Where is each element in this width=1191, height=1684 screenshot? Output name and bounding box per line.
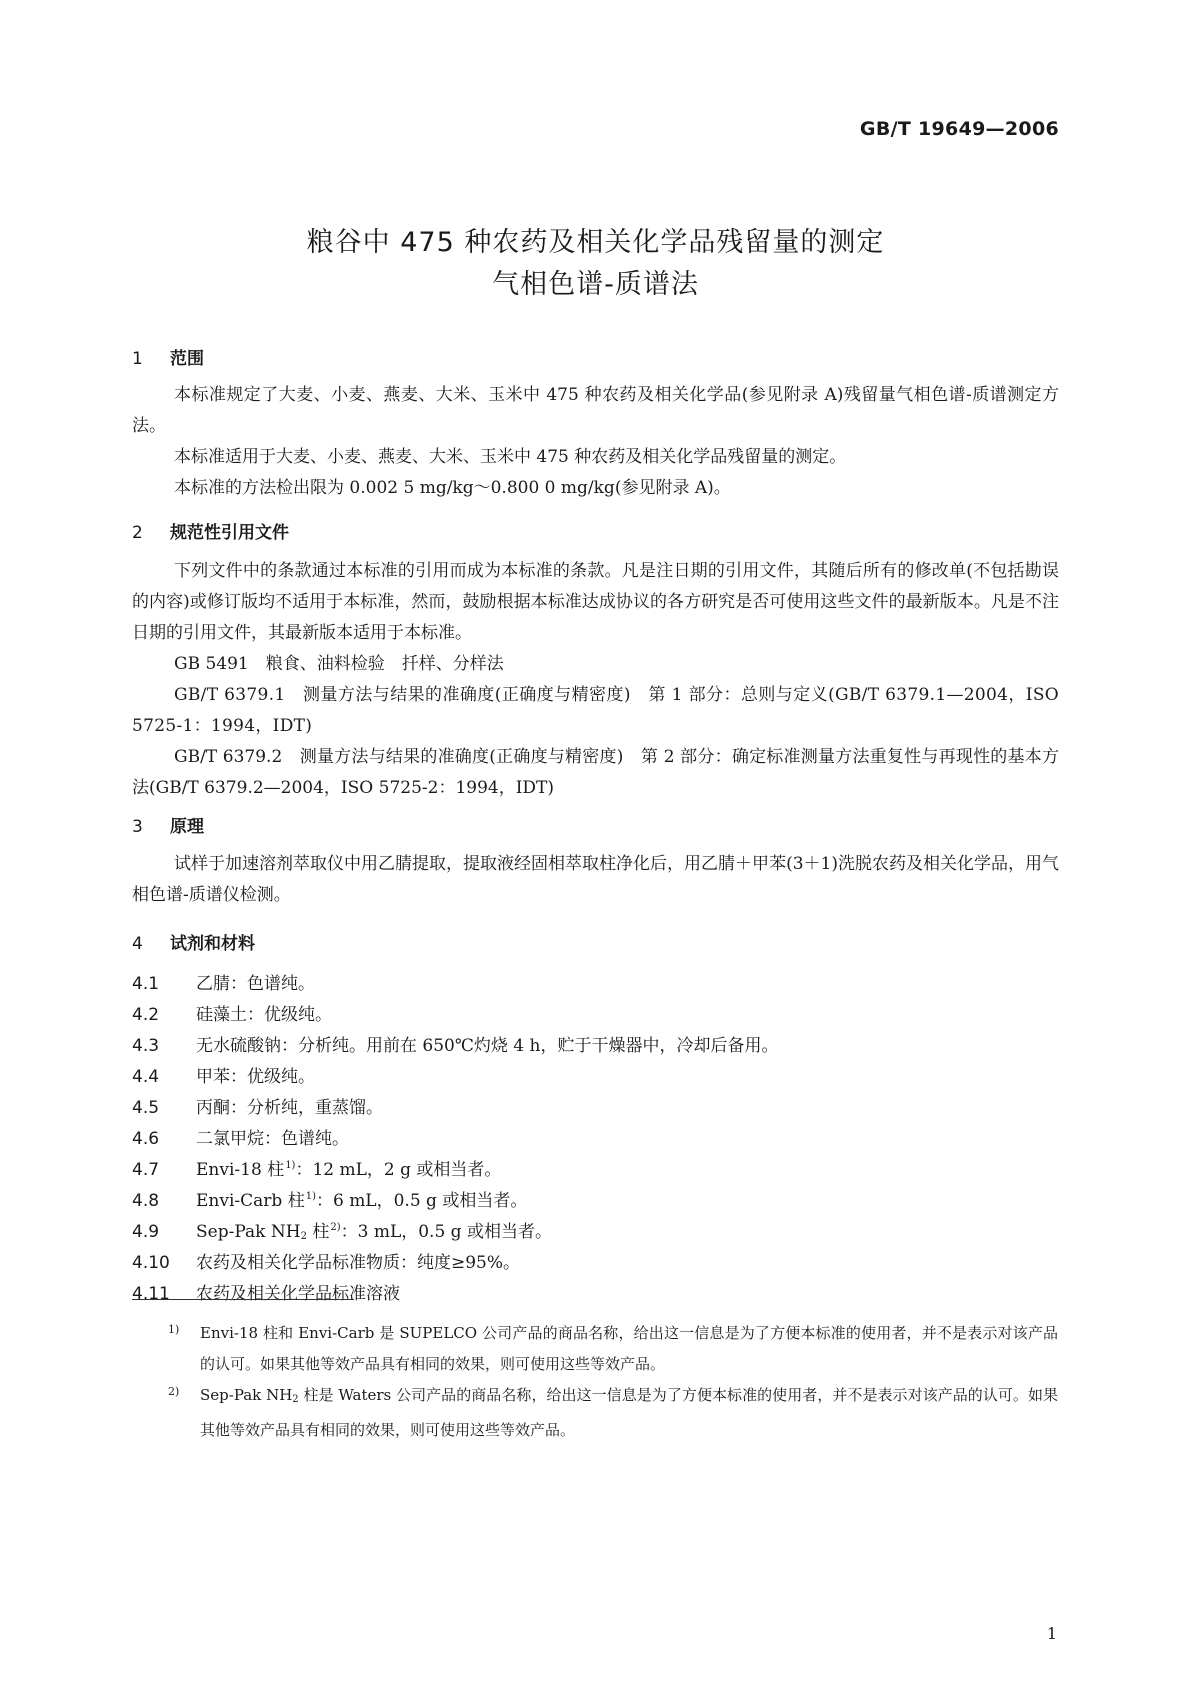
reference-gbt6379-1: GB/T 6379.1 测量方法与结果的准确度(正确度与精密度) 第 1 部分：总则与定义(GB/T 6379.1—2004，ISO 5725-1：1994，IDT) xyxy=(132,685,1059,736)
item-text: 农药及相关化学品标准物质：纯度≥95%。 xyxy=(196,1253,521,1273)
list-item xyxy=(132,1031,778,1056)
standard-code: GB/T 19649—2006 xyxy=(859,118,1059,140)
section-number: 3 xyxy=(132,817,143,837)
item-number: 4.9 xyxy=(132,1222,160,1242)
item-number: 4.2 xyxy=(132,1005,160,1025)
section-number: 4 xyxy=(132,934,143,954)
item-number: 4.3 xyxy=(132,1036,160,1056)
item-number: 4.10 xyxy=(132,1253,170,1273)
section-title: 原理 xyxy=(170,817,204,837)
subscript: 2 xyxy=(292,1394,299,1405)
footnote-mark: 1) xyxy=(168,1323,180,1336)
footnote-text-pre: Sep-Pak NH xyxy=(200,1386,293,1404)
item-number: 4.1 xyxy=(132,974,160,994)
principle-paragraph: 试样于加速溶剂萃取仪中用乙腈提取，提取液经固相萃取柱净化后，用乙腈＋甲苯(3＋1)洗脱农药及相关化学品，用气相色谱-质谱仪检测。 xyxy=(132,854,1059,905)
title-line-1: 粮谷中 475 种农药及相关化学品残留量的测定 xyxy=(306,227,885,258)
footnote-divider xyxy=(132,1299,354,1300)
scope-paragraph-3: 本标准的方法检出限为 0.002 5 mg/kg～0.800 0 mg/kg(参见附录 A)。 xyxy=(174,478,731,498)
list-item xyxy=(132,1155,501,1180)
item-text: 丙酮：分析纯，重蒸馏。 xyxy=(196,1098,383,1118)
section-number: 1 xyxy=(132,349,143,369)
footnote-1 xyxy=(168,1318,1058,1380)
item-text: 无水硫酸钠：分析纯。用前在 650℃灼烧 4 h，贮于干燥器中，冷却后备用。 xyxy=(196,1036,779,1056)
item-number: 4.11 xyxy=(132,1284,170,1304)
item-text: 农药及相关化学品标准溶液 xyxy=(196,1284,400,1304)
list-item xyxy=(132,1062,315,1087)
item-text: 乙腈：色谱纯。 xyxy=(196,974,315,994)
reference-gb5491: GB 5491 粮食、油料检验 扦样、分样法 xyxy=(174,654,504,674)
item-text-post: ：12 mL，2 g 或相当者。 xyxy=(295,1160,502,1180)
title-line-2: 气相色谱-质谱法 xyxy=(492,269,699,300)
footnote-text xyxy=(200,1380,1058,1446)
list-item xyxy=(132,1124,349,1149)
section-number: 2 xyxy=(132,523,143,543)
list-item xyxy=(132,1279,400,1304)
section-1-heading xyxy=(132,344,204,369)
list-item xyxy=(132,969,315,994)
references-intro: 下列文件中的条款通过本标准的引用而成为本标准的条款。凡是注日期的引用文件，其随后所有的修改单(不包括勘误的内容)或修订版均不适用于本标准，然而，鼓励根据本标准达成协议的各方研究是否可使用这些文件的最新版本。凡是不注日期的引用文件，其最新版本适用于本标准。 xyxy=(132,561,1059,643)
item-text: 硅藻土：优级纯。 xyxy=(196,1005,332,1025)
item-number: 4.6 xyxy=(132,1129,160,1149)
item-text-post: ：3 mL，0.5 g 或相当者。 xyxy=(340,1222,552,1242)
footnote-text-rest: 柱是 Waters 公司产品的商品名称，给出这一信息是为了方便本标准的使用者，并不是表示对该产品的认可。如果其他等效产品具有相同的效果，则可使用这些等效产品。 xyxy=(200,1386,1058,1439)
section-title: 规范性引用文件 xyxy=(170,523,289,543)
subscript: 2 xyxy=(300,1231,307,1242)
scope-paragraph-2: 本标准适用于大麦、小麦、燕麦、大米、玉米中 475 种农药及相关化学品残留量的测定。 xyxy=(174,447,847,467)
list-item xyxy=(132,1248,520,1273)
scope-paragraph-1: 本标准规定了大麦、小麦、燕麦、大米、玉米中 475 种农药及相关化学品(参见附录 A)残留量气相色谱-质谱测定方法。 xyxy=(132,385,1059,436)
footnote-ref: 1) xyxy=(285,1160,296,1171)
list-item xyxy=(132,1093,383,1118)
footnote-ref: 2) xyxy=(330,1222,341,1233)
item-number: 4.5 xyxy=(132,1098,160,1118)
reference-gbt6379-2: GB/T 6379.2 测量方法与结果的准确度(正确度与精密度) 第 2 部分：确定标准测量方法重复性与再现性的基本方法(GB/T 6379.2—2004，ISO 5725-2：1994，IDT) xyxy=(132,747,1059,798)
footnote-mark: 2) xyxy=(168,1385,180,1398)
item-number: 4.8 xyxy=(132,1191,160,1211)
item-text-pre: Envi-Carb 柱 xyxy=(196,1191,305,1211)
item-text: 二氯甲烷：色谱纯。 xyxy=(196,1129,349,1149)
item-number: 4.7 xyxy=(132,1160,160,1180)
item-text-post: ：6 mL，0.5 g 或相当者。 xyxy=(315,1191,528,1211)
item-text-pre: Sep-Pak NH xyxy=(196,1222,301,1242)
item-number: 4.4 xyxy=(132,1067,160,1087)
document-title xyxy=(0,222,1191,306)
section-2-heading xyxy=(132,518,289,543)
section-3-heading xyxy=(132,812,204,837)
list-item xyxy=(132,1000,332,1025)
item-text-pre: Envi-18 柱 xyxy=(196,1160,285,1180)
footnote-ref: 1) xyxy=(305,1191,316,1202)
list-item xyxy=(132,1217,552,1242)
section-title: 范围 xyxy=(170,349,204,369)
footnote-text: Envi-18 柱和 Envi-Carb 是 SUPELCO 公司产品的商品名称，给出这一信息是为了方便本标准的使用者，并不是表示对该产品的认可。如果其他等效产品具有相同的效果，则可使用这些等效产品。 xyxy=(200,1324,1058,1373)
list-item xyxy=(132,1186,527,1211)
section-title: 试剂和材料 xyxy=(170,934,255,954)
footnote-2 xyxy=(168,1380,1058,1446)
section-4-heading xyxy=(132,929,255,954)
page-number: 1 xyxy=(1046,1624,1057,1643)
item-text-mid: 柱 xyxy=(306,1222,330,1242)
item-text: 甲苯：优级纯。 xyxy=(196,1067,315,1087)
